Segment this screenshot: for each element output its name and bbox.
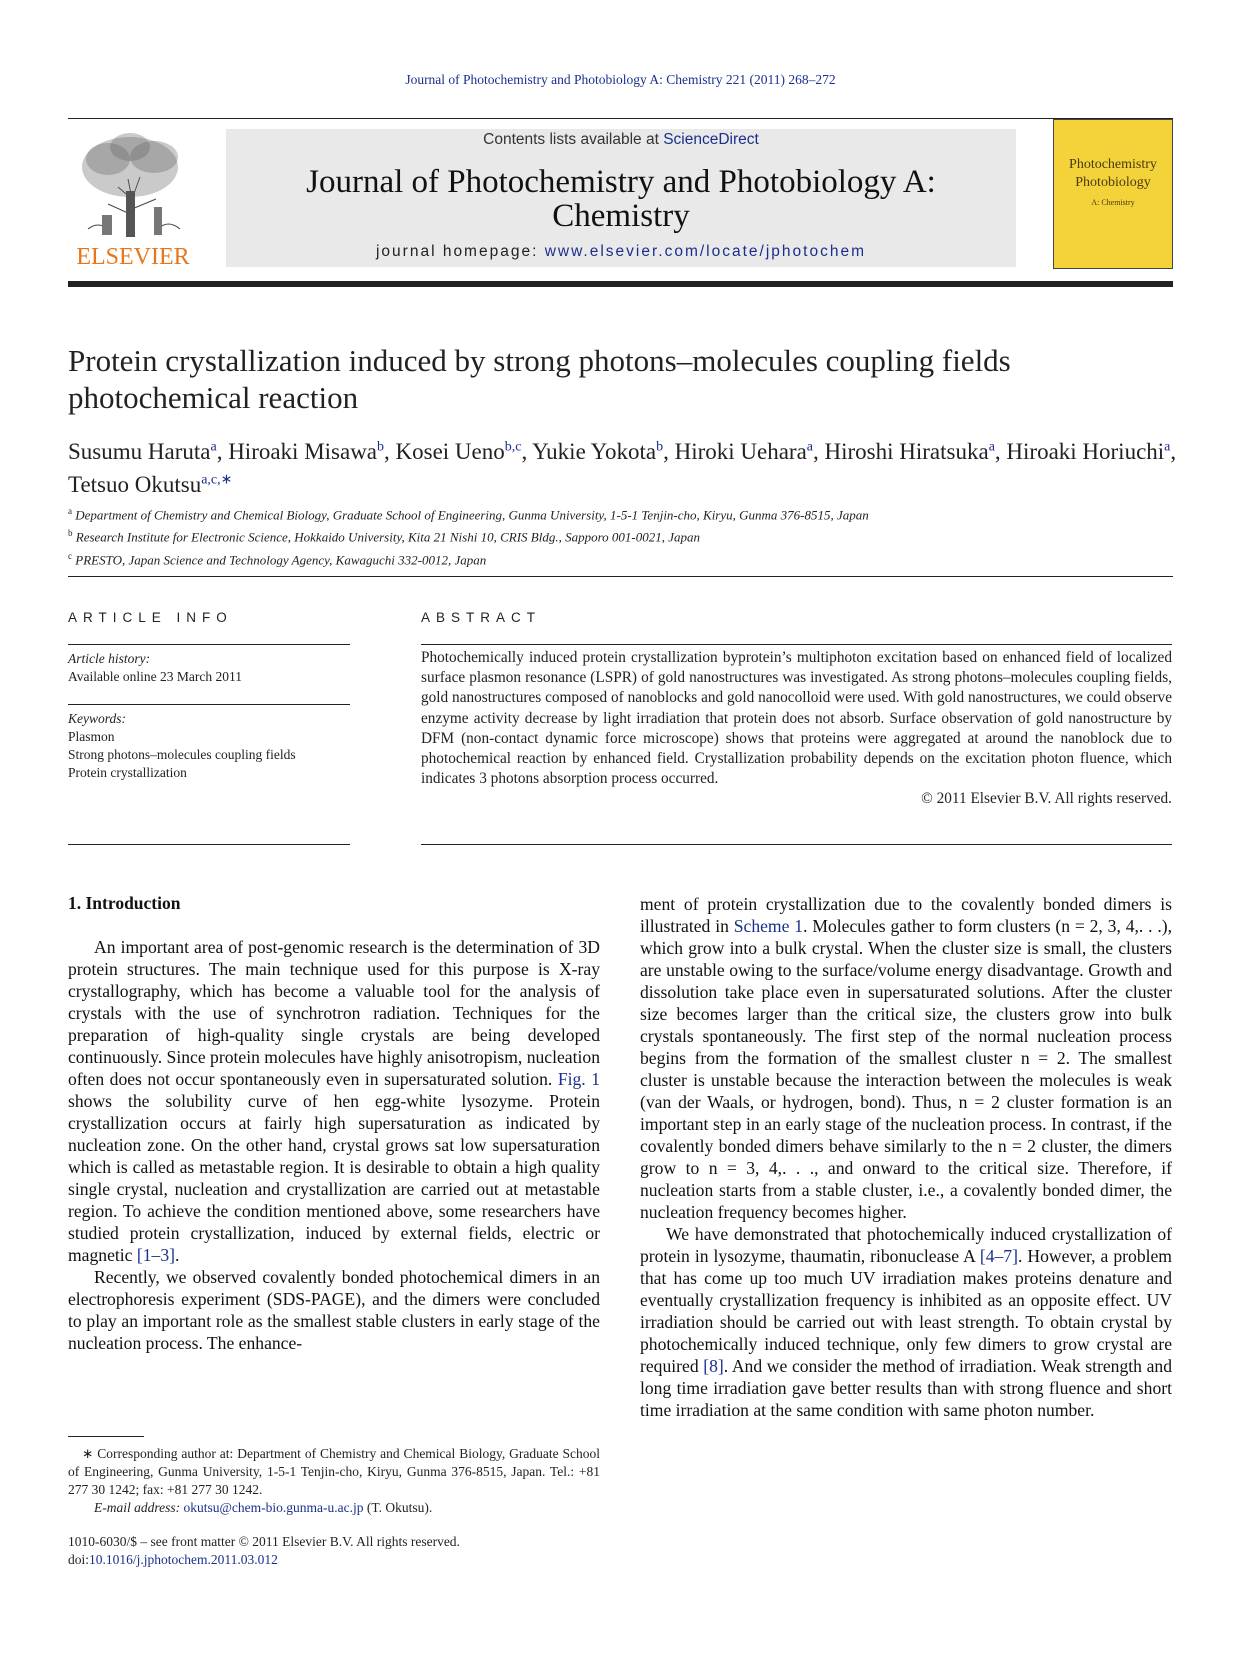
section-heading-introduction: 1. Introduction	[68, 893, 181, 913]
elsevier-logo[interactable]	[68, 129, 198, 271]
paragraph: Recently, we observed covalently bonded photochemical dimers in an electrophoresis experiment (SDS-PAGE), and the dimers were concluded to play an important role as the smallest stable clusters in early stage of the nucleation process. The enhance-	[68, 1267, 600, 1353]
reference-link[interactable]: [8]	[703, 1356, 724, 1376]
elsevier-tree-icon	[68, 129, 198, 241]
author: Hiroaki Misawa$^b$,	[228, 438, 396, 464]
scheme-link[interactable]: Scheme 1	[733, 916, 804, 936]
left-column	[68, 936, 600, 1354]
journal-header	[68, 118, 1173, 271]
homepage-link[interactable]: www.elsevier.com/locate/jphotochem	[544, 243, 866, 260]
divider	[68, 844, 350, 845]
journal-title: Journal of Photochemistry and Photobiology A: Chemistry	[306, 164, 936, 234]
journal-banner	[226, 129, 1016, 267]
front-matter: 1010-6030/$ – see front matter © 2011 Elsevier B.V. All rights reserved. doi:10.1016/j.jphotochem.2011.03.012	[68, 1534, 460, 1567]
author: Susumu Haruta$^a$,	[68, 438, 229, 464]
abstract-copyright: © 2011 Elsevier B.V. All rights reserved.	[921, 790, 1172, 808]
divider	[68, 576, 1173, 577]
right-column	[640, 893, 1172, 1421]
author: Hiroshi Hiratsuka$^a$,	[824, 438, 1007, 464]
author: Tetsuo Okutsu$^{a,c,∗}$	[68, 472, 233, 498]
footnote-divider	[68, 1436, 144, 1437]
affiliation: $^b$ Research Institute for Electronic Science, Hokkaido University, Kita 21 Nishi 10, CRIS Bldg., Sapporo 001-0021, Japan	[68, 528, 701, 545]
divider	[421, 844, 1172, 845]
article-title: Protein crystallization induced by strong photons–molecules coupling fields photochemical reaction	[68, 343, 1011, 415]
paragraph: An important area of post-genomic research is the determination of 3D protein structures. The main technique used for this purpose is X-ray crystallography, which has become a valuable tool for the analysis of crystals with the use of synchrotron radiation. Techniques for the preparation of high-quality single crystals are being developed continuously. Since protein molecules have highly anisotropism, nucleation often does not occur spontaneously even in supersaturated solution. Fig. 1 shows the solubility curve of hen egg-white lysozyme. Protein crystallization occurs at fairly high supersaturation as indicated by nucleation zone. On the other hand, crystal grows sat low supersaturation which is called as metastable region. It is desirable to obtain a high quality single crystal, nucleation and crystallization are carried out at metastable region. To achieve the condition mentioned above, some researchers have studied protein crystallization, induced by external fields, electric or magnetic [1–3].	[68, 937, 600, 1265]
paragraph: ment of protein crystallization due to the covalently bonded dimers is illustrated in Scheme 1. Molecules gather to form clusters (n = 2, 3, 4,. . .), which grow into a bulk crystal. When the cluster size is small, the clusters are unstable owing to the surface/volume energy disadvantage. Growth and dissolution take place even in supersaturated solutions. After the cluster size becomes larger than the critical size, the clusters grow into bulk crystals spontaneously. The first step of the normal nucleation process begins from the formation of the smallest cluster n = 2. The smallest cluster is unstable because the interaction between the molecules is weak (van der Waals, or hydrogen, bond). Thus, n = 2 cluster formation is an important step in an early stage of the nucleation process. In contrast, if the covalently bonded dimers behave similarly to the n = 2 cluster, the dimers grow to n = 3, 4,. . ., and onward to the critical size. Therefore, if nucleation starts from a stable cluster, i.e., a covalently bonded dimer, the nucleation frequency becomes higher.	[640, 894, 1173, 1222]
keyword: Strong photons–molecules coupling fields	[68, 747, 296, 762]
abstract-heading: ABSTRACT	[421, 610, 542, 625]
sciencedirect-link[interactable]: ScienceDirect	[663, 131, 759, 148]
affiliations	[68, 502, 1173, 569]
author: Hiroki Uehara$^a$,	[674, 438, 825, 464]
article-info-heading: ARTICLE INFO	[68, 610, 233, 625]
journal-homepage: journal homepage: www.elsevier.com/locate/jphotochem	[375, 243, 866, 260]
affiliation: $^c$ PRESTO, Japan Science and Technology Agency, Kawaguchi 332-0012, Japan	[68, 550, 487, 567]
affiliation: $^a$ Department of Chemistry and Chemical Biology, Graduate School of Engineering, Gunma University, 1-5-1 Tenjin-cho, Kiryu, Gunma 376-8515, Japan	[68, 506, 869, 523]
keywords: Keywords: Plasmon Strong photons–molecules coupling fields Protein crystallization	[68, 710, 348, 782]
reference-link[interactable]: [4–7]	[979, 1246, 1018, 1266]
journal-cover-thumbnail[interactable]	[1053, 119, 1173, 269]
journal-reference[interactable]: Journal of Photochemistry and Photobiology A: Chemistry 221 (2011) 268–272	[405, 72, 836, 87]
email-link[interactable]: okutsu@chem-bio.gunma-u.ac.jp	[183, 1500, 364, 1515]
author-list	[68, 432, 1178, 499]
doi-link[interactable]: 10.1016/j.jphotochem.2011.03.012	[89, 1552, 278, 1567]
figure-link[interactable]: Fig. 1	[557, 1069, 600, 1089]
reference-link[interactable]: [1–3]	[136, 1245, 175, 1265]
elsevier-wordmark: ELSEVIER	[76, 244, 190, 270]
cover-subtitle: A: Chemistry	[1091, 198, 1135, 207]
keyword: Protein crystallization	[68, 765, 187, 780]
author: Yukie Yokota$^b$,	[532, 438, 675, 464]
contents-line: Contents lists available at ScienceDirect	[483, 131, 759, 148]
author: Kosei Ueno$^{b,c}$,	[395, 438, 533, 464]
paragraph: We have demonstrated that photochemically induced crystallization of protein in lysozyme, thaumatin, ribonuclease A [4–7]. However, a problem that has come up too much UV irradiation makes proteins denature and eventually crystallization frequency is inhibited as an opposite effect. UV irradiation should be carried out with least strength. To obtain crystal by photochemically induced technique, only few dimers to grow crystal are required [8]. And we consider the method of irradiation. Weak strength and long time irradiation gave better results than with strong fluence and short time irradiation at the same condition with same photon number.	[640, 1224, 1173, 1420]
article-history: Article history: Available online 23 March 2011	[68, 651, 242, 684]
corresponding-author-footnote: ∗ Corresponding author at: Department of Chemistry and Chemical Biology, Graduate School of Engineering, Gunma University, 1-5-1 Tenjin-cho, Kiryu, Gunma 376-8515, Japan. Tel.: +81 277 30 1242; fax: +81 277 30 1242. E-mail address: okutsu@chem-bio.gunma-u.ac.jp (T. Okutsu).	[68, 1446, 601, 1515]
divider	[68, 704, 350, 705]
divider	[68, 644, 350, 645]
abstract-body: Photochemically induced protein crystallization byprotein’s multiphoton excitation based on enhanced field of localized surface plasmon resonance (LSPR) of gold nanostructures was investigated. As strong photons–molecules coupling fields, gold nanostructures composed of nanoblocks and gold nanocolloid were used. With gold nanostructures, we could observe enzyme activity decrease by light irradiation that protein does not absorb. Surface observation of gold nanostructure by DFM (non-contact dynamic force microscope) shows that proteins were aggregated at around the nanoblock due to photochemical reaction by enhanced field. Crystallization probability depends on the excitation photon fluence, which indicates 3 photons absorption process occurred. © 2011 Elsevier B.V. All rights reserved.	[421, 648, 1172, 810]
header-divider	[68, 281, 1173, 287]
author: Hiroaki Horiuchi$^a$,	[1006, 438, 1177, 464]
divider	[421, 644, 1172, 645]
keyword: Plasmon	[68, 729, 115, 744]
cover-title: Photochemistry Photobiology	[1069, 157, 1157, 190]
